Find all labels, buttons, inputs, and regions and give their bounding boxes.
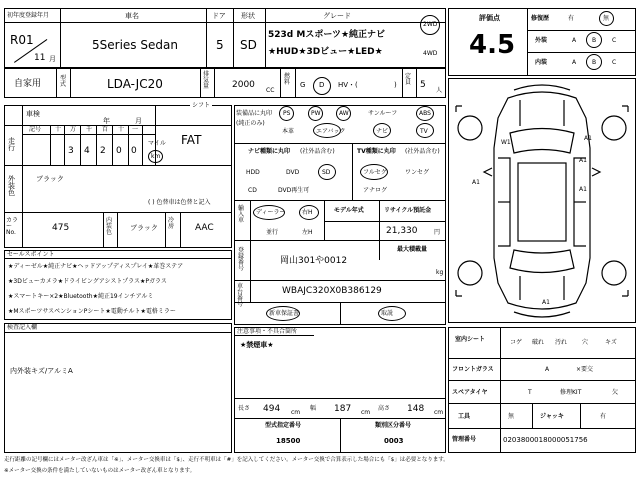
usage-value: 自家用 [14,79,42,89]
mileage-col-thousand: 千 [86,126,93,133]
spare-tire-kit: 修理KIT [560,389,582,396]
width-unit: cm [361,409,371,416]
inspection-month: 月 [135,117,142,125]
navi-note: (社外品含む) [300,148,335,155]
recycle-unit: 円 [434,229,441,236]
body-label: 形状 [241,12,255,20]
first-reg-label: 初年度登録年月 [7,12,50,19]
jack-value: 有 [600,413,607,420]
equip-airbag: エアバック [316,128,346,135]
front-glass-a: A [545,366,550,373]
mileage-col-hundred: 百 [102,126,109,133]
grade-line2: ★HUD★3Dビュー★LED★ [268,47,383,57]
tv-note: (社外品含む) [405,148,440,155]
car-diagram [448,78,636,323]
diagram-label-w1: W1 [501,139,511,146]
mileage-col-one: 一 [132,126,139,133]
code-value: 475 [52,223,70,233]
inspector-box [4,323,232,453]
length-value: 494 [263,404,281,414]
sales-point-line: ★ディーゼル★純正ナビ★ヘッドアップディスプレイ★革巻ステア [8,263,184,270]
diagram-label-a1: A1 [472,179,480,186]
ac-value: AAC [195,223,214,233]
length-label: 長さ [238,405,251,412]
sales-point-line: ★3Dビューカメラ★ドライビングアシストプラス★Pガラス [8,278,167,285]
mileage-col-10k: 十 [55,126,62,133]
manual: 取説 [381,310,394,317]
height-value: 148 [407,404,425,414]
shift-label: シフト [192,102,211,109]
mileage-digit: 2 [100,146,106,156]
score-label: 評価点 [479,14,500,22]
equip-tv: TV [420,128,428,135]
interior-grade-a: A [572,59,577,66]
chassis-label: 車台番号 [237,283,244,308]
interior-grade-b: B [592,59,597,66]
model-value: 5Series Sedan [92,38,178,52]
displacement-label: 排気量 [203,71,210,90]
mileage-col-man: 万 [70,126,77,133]
import-parallel: 並行 [266,229,279,236]
width-label: 幅 [310,405,317,412]
exterior-grade-c: C [612,37,617,44]
designation-value: 18500 [276,437,301,445]
capacity-label: 定員 [405,73,412,86]
type-value: LDA-JC20 [107,77,163,91]
color-label: 外装色 [8,175,15,197]
fuel-d: D [319,81,325,89]
model-year-label: モデル年式 [334,207,364,214]
chassis-value: WBAJC320X0B386129 [282,286,382,296]
interior-sheet-label: 室内シート [455,336,486,343]
fuel-close: ) [394,81,397,89]
code-label: カラーNo. [6,217,19,236]
width-value: 187 [334,404,352,414]
height-unit: cm [434,409,444,416]
navi-sd: SD [322,169,331,176]
diagram-label-a1: A1 [579,186,587,193]
inspection-label: 車検 [26,110,40,118]
footer-line1: 走行距離の記号欄にはメーター改ざん車は「※」、メーター交換車は「$」、走行不明車は「#」を記入してください。メーター交換で合算表示した場合にも「$」は必要となります。 [4,457,449,463]
spare-tire-t: T [528,389,532,396]
equip-ps: PS [283,110,291,117]
designation-label: 型式指定番号 [265,422,302,429]
sales-points-title: セールスポイント [7,251,55,258]
length-unit: cm [291,409,301,416]
class-value: 0003 [384,437,404,445]
front-glass-replace: ×要交 [576,366,594,373]
capacity-value: 5 [420,80,426,90]
import-dealer: ディーラー [256,209,286,216]
inspection-year: 年 [103,117,110,125]
doors-value: 5 [216,38,224,52]
diagram-label-a1: A1 [542,299,550,306]
management-value: 0203800018000051756 [503,436,588,444]
recycle-value: 21,330 [386,226,418,236]
interior-sheet-item: 穴 [582,339,589,346]
equip-navi: ナビ [376,128,389,135]
repair-no: 無 [603,15,610,22]
interior-sheet-item: 破れ [532,339,545,346]
registration-value: 岡山301や0012 [280,256,348,266]
exterior-label: 外装 [535,37,548,44]
equipment-title: 装備品に丸印 [236,110,273,117]
shift-value: FAT [181,133,202,147]
interior-label: 内装色 [106,217,113,236]
interior-sheet-item: キズ [605,339,617,346]
management-label: 管理番号 [452,436,477,443]
mileage-digit: 0 [116,146,122,156]
interior-score-label: 内装 [535,59,548,66]
spare-tire-none: 欠 [612,389,619,396]
mileage-unit-header: 記号 [29,126,42,133]
height-label: 高さ [378,405,391,412]
color-note: ( ) 色替車は色替と記入 [148,199,211,206]
drive-2wd: 2WD [423,21,438,28]
doors-label: ドア [212,12,226,20]
tv-analog: アナログ [363,187,388,194]
interior-sheet-item: 汚れ [555,339,568,346]
new-car-warranty: 新車保証書 [269,310,300,317]
fuel-g: G [300,81,306,89]
diagram-label-a1: A1 [579,157,587,164]
equip-leather: 本革 [282,128,295,135]
navi-cd: CD [248,187,257,194]
ac-label: 冷房 [168,217,175,230]
inspector-title: 検査記入欄 [7,324,38,331]
navi-title: ナビ種類に丸印 [248,148,291,155]
import-label: 輸入車 [238,205,245,224]
equip-aw: AW [339,110,349,117]
color-value: ブラック [36,175,64,183]
equip-pw: PW [311,110,321,117]
grade-line1: 523d Mスポーツ★純正ナビ [268,30,386,40]
equip-abs: ABS [419,110,431,117]
import-left: 左H [302,229,313,236]
fuel-hv: HV・( [338,81,358,89]
interior-sheet-item: コゲ [510,339,523,346]
tv-fullseg: フルセグ [363,169,387,176]
drive-4wd: 4WD [423,50,438,57]
mileage-digit: 4 [84,146,90,156]
footer-line2: ※メーター交換の条件を満たしていないものはメーター改ざん車となります。 [4,468,196,474]
km-label: km [151,153,161,160]
mile-label: マイル [148,140,166,147]
tools-value: 無 [508,413,515,420]
score-value: 4.5 [469,30,516,60]
spare-tire-label: スペアタイヤ [452,389,488,396]
tv-oneseg: ワンセグ [405,169,430,176]
interior-value: ブラック [130,224,158,232]
navi-hdd: HDD [246,169,260,176]
fuel-label: 燃料 [284,73,291,86]
grade-label: グレード [323,12,351,20]
navi-dvd: DVD [286,169,300,176]
type-label: 型式 [60,75,67,88]
equip-sunroof: サンルーフ [368,110,398,117]
mileage-digit: 3 [68,146,74,156]
jack-label: ジャッキ [540,413,564,420]
person-unit: 人 [436,87,443,94]
cc-unit: CC [266,87,275,94]
registration-label: 登録番号 [238,247,245,272]
diagram-label-a1: A1 [584,135,592,142]
first-reg-month: 11 [34,53,46,63]
repair-label: 修復歴 [531,15,550,22]
mileage-col-ten: 十 [118,126,125,133]
inspector-value: 内外装キズ/アルミA [10,367,73,375]
tv-title: TV種類に丸印 [357,148,396,155]
exterior-grade-b: B [592,37,597,44]
month-unit: 月 [49,55,56,63]
interior-grade-c: C [612,59,617,66]
equipment-subtitle: (純正のみ) [236,120,265,127]
class-label: 類別区分番号 [375,422,412,429]
import-right: 右H [302,209,313,216]
max-load-unit: kg [436,269,444,276]
max-load-label: 最大積載量 [397,246,428,253]
sales-point-line: ★スマートキー×2★Bluetooth★純正19インチアルミ [8,293,154,300]
body-value: SD [240,38,257,52]
model-label: 車名 [125,12,139,20]
recycle-label: リサイクル預託金 [384,207,432,214]
first-reg-year: R01 [10,33,34,47]
navi-dvd-play: DVD再生可 [278,187,310,194]
repair-yes: 有 [568,15,575,22]
notes-value: ★禁煙車★ [240,341,274,349]
tools-label: 工具 [458,413,471,420]
mileage-digit: 0 [131,146,137,156]
mileage-label: 走行 [8,137,15,152]
sales-point-line: ★MスポーツサスペンションPシート★電動チルト★電格ミラー [8,308,176,315]
front-glass-label: フロントガラス [452,366,494,373]
notes-title: 注意事項・不具合箇所 [237,328,298,335]
displacement-value: 2000 [232,80,255,90]
exterior-grade-a: A [572,37,577,44]
